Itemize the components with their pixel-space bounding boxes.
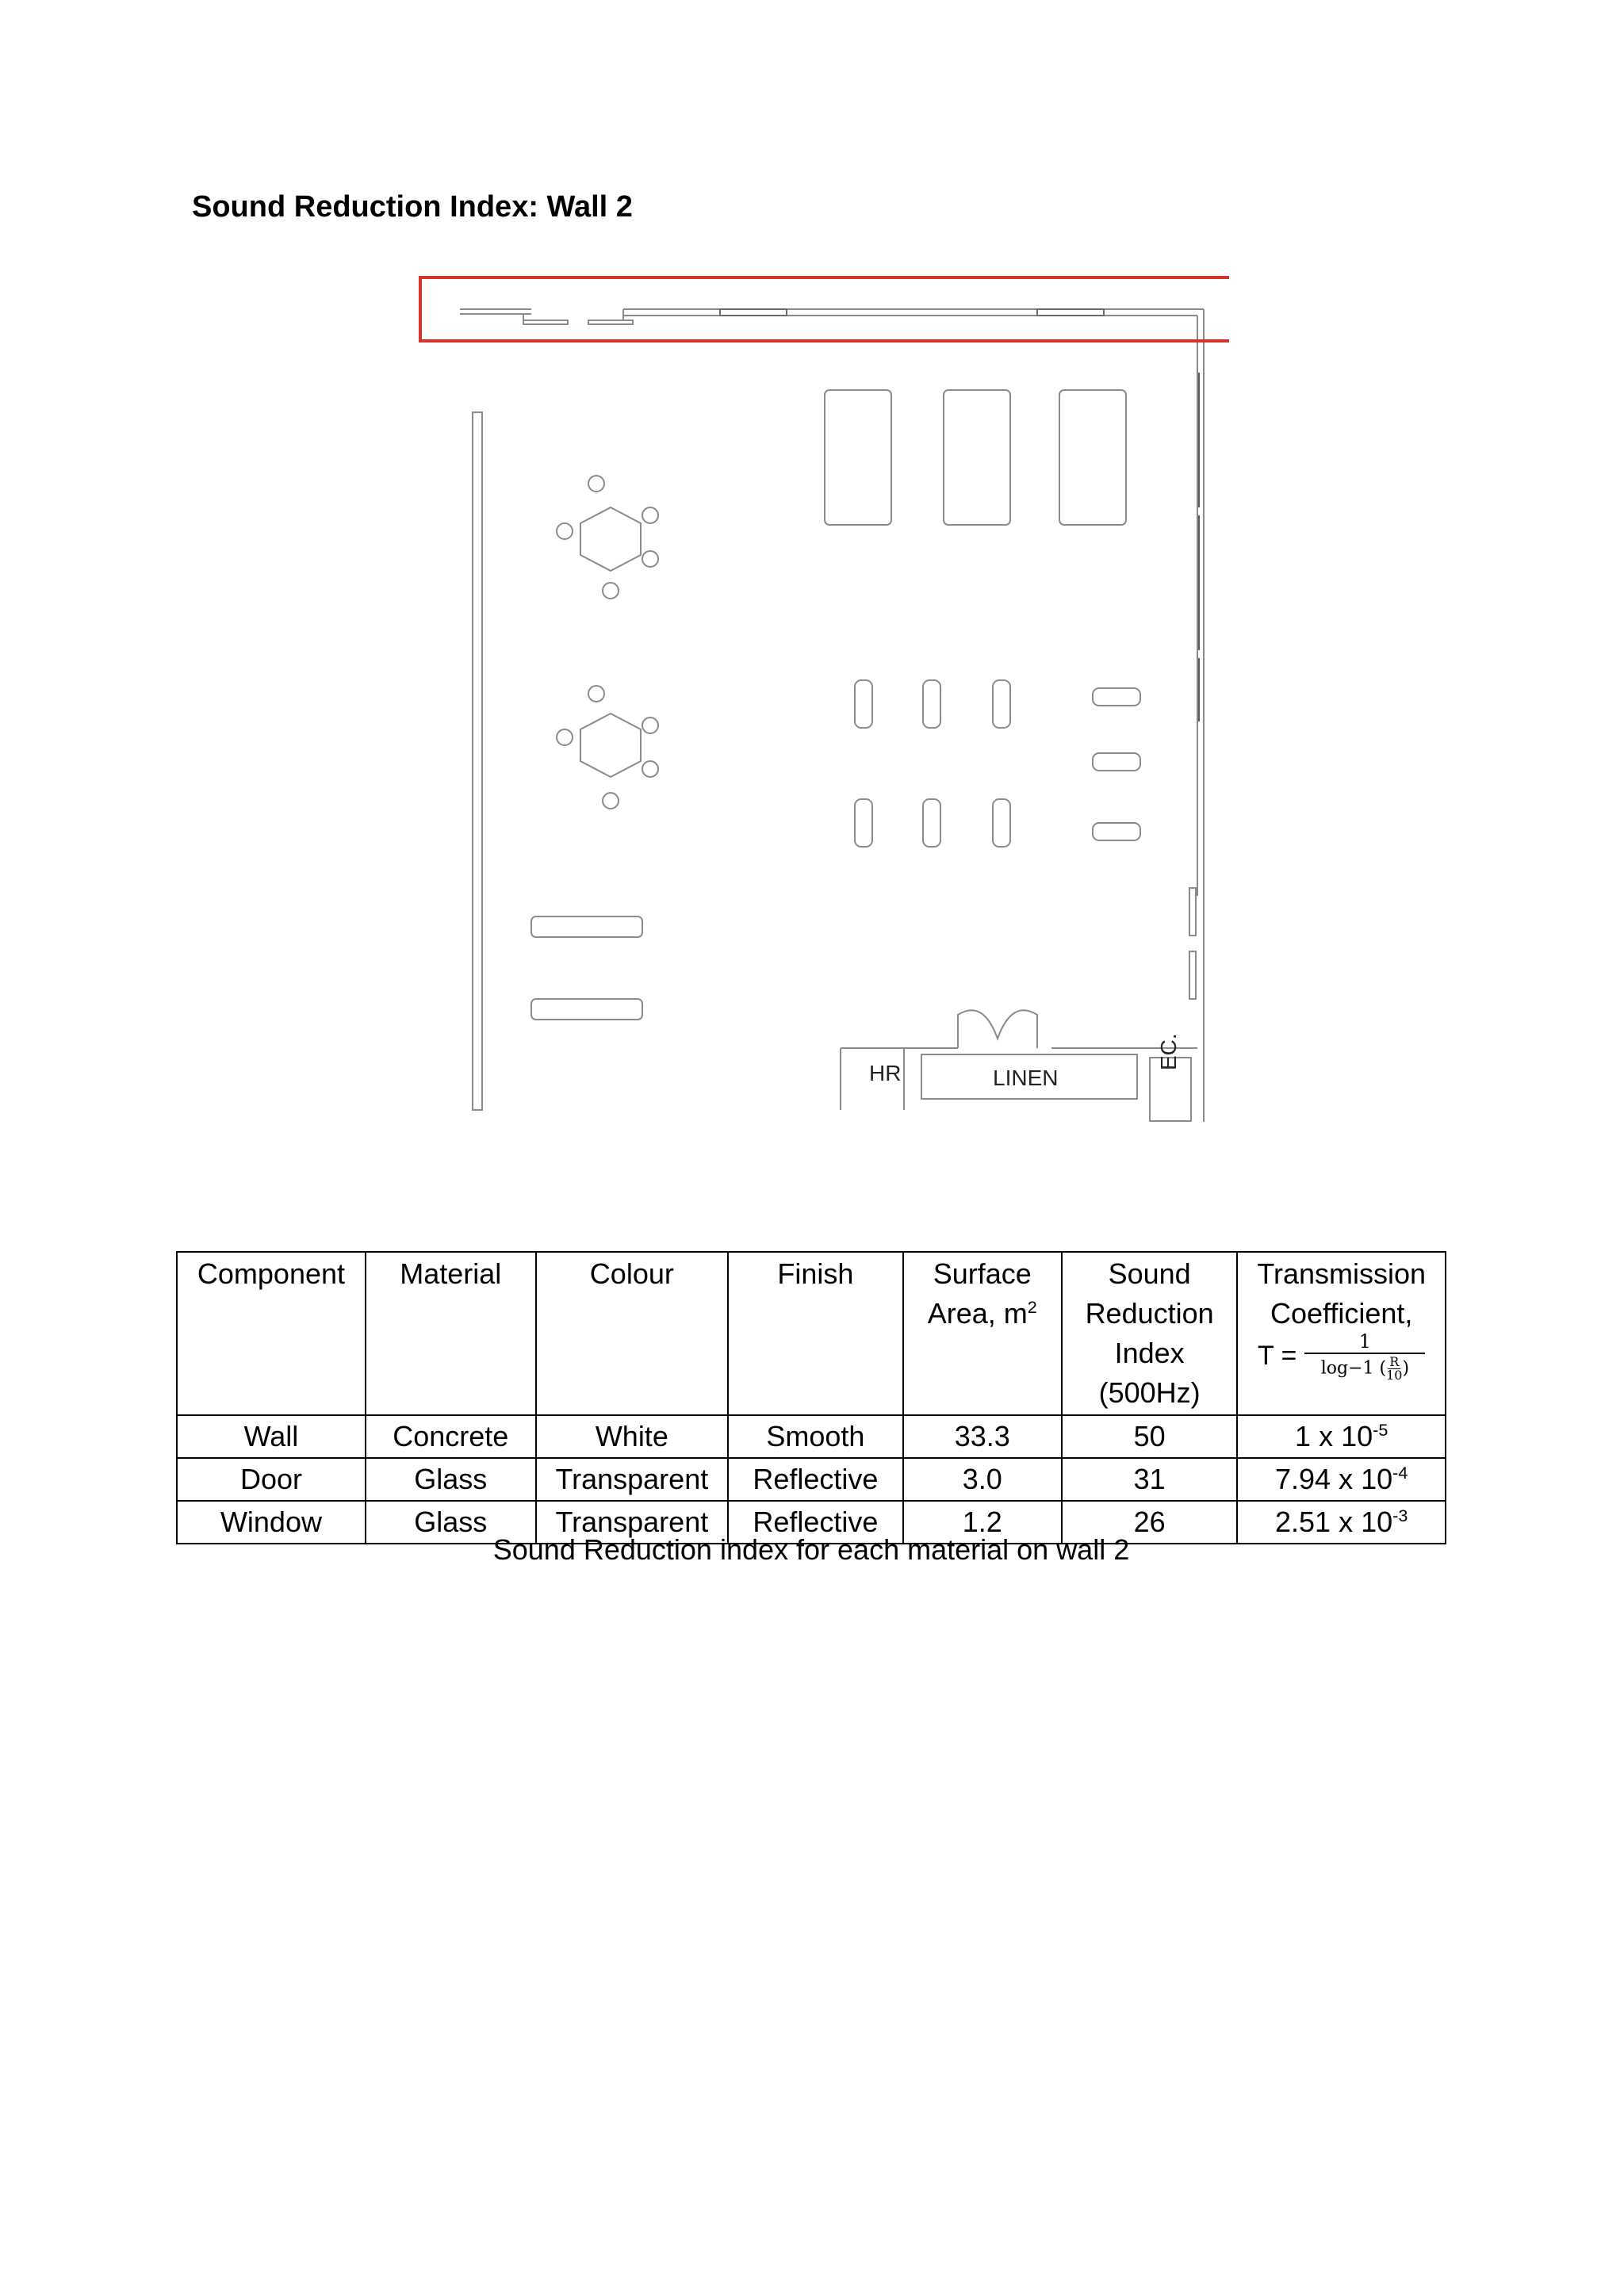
cell-material: Concrete [366, 1415, 536, 1458]
header-sri-line3: Index [1114, 1337, 1185, 1369]
header-finish: Finish [728, 1252, 903, 1415]
cell-area: 3.0 [903, 1458, 1062, 1501]
header-area-sup: 2 [1027, 1297, 1037, 1317]
table-header-row [177, 1252, 1446, 1415]
header-component: Component [177, 1252, 366, 1415]
formula-r: R [1389, 1354, 1400, 1369]
header-sri-line4: (500Hz) [1098, 1376, 1201, 1409]
header-tc-line1: Transmission [1257, 1257, 1427, 1290]
table-row [177, 1415, 1446, 1458]
cell-tc [1237, 1458, 1446, 1501]
cell-sri: 50 [1062, 1415, 1238, 1458]
formula-r-over-10 [1386, 1356, 1402, 1382]
cell-finish: Smooth [728, 1415, 903, 1458]
formula-prefix: T = [1257, 1341, 1297, 1371]
cell-sri: 31 [1062, 1458, 1238, 1501]
header-tc-line2: Coefficient, [1270, 1297, 1413, 1330]
header-sri-line1: Sound [1108, 1257, 1191, 1290]
header-surface-area [903, 1252, 1062, 1415]
floor-plan-drawing [389, 254, 1229, 1126]
header-colour: Colour [536, 1252, 729, 1415]
cell-component: Window [177, 1501, 366, 1544]
cell-material: Glass [366, 1501, 536, 1544]
floor-plan [389, 254, 1229, 1126]
page-title: Sound Reduction Index: Wall 2 [192, 190, 633, 224]
cell-finish: Reflective [728, 1501, 903, 1544]
room-label-elec: EC. [1156, 1033, 1181, 1070]
cell-component: Wall [177, 1415, 366, 1458]
cell-colour: Transparent [536, 1458, 729, 1501]
cell-area: 33.3 [903, 1415, 1062, 1458]
formula-denominator [1321, 1354, 1409, 1382]
cell-component: Door [177, 1458, 366, 1501]
cell-tc [1237, 1415, 1446, 1458]
formula-log-inverse: log−1 ( [1320, 1358, 1387, 1379]
cell-colour: Transparent [536, 1501, 729, 1544]
room-label-hr: HR [869, 1061, 902, 1085]
header-material: Material [366, 1252, 536, 1415]
header-area-line1: Surface [933, 1257, 1032, 1290]
cell-tc-exp: -5 [1373, 1420, 1388, 1440]
formula-ten: 10 [1386, 1368, 1403, 1383]
cell-area: 1.2 [903, 1501, 1062, 1544]
formula-fraction [1304, 1330, 1425, 1382]
room-label-linen: LINEN [993, 1066, 1059, 1090]
transmission-formula [1243, 1330, 1440, 1382]
cell-material: Glass [366, 1458, 536, 1501]
cell-tc-base: 2.51 x 10 [1275, 1506, 1393, 1538]
formula-numerator: 1 [1304, 1330, 1425, 1354]
table-caption: Sound Reduction index for each material on wall 2 [492, 1533, 1130, 1566]
header-sound-reduction-index [1062, 1252, 1238, 1415]
cell-tc-base: 1 x 10 [1295, 1420, 1373, 1452]
cell-tc-exp: -3 [1392, 1506, 1408, 1525]
table-row [177, 1458, 1446, 1501]
header-sri-line2: Reduction [1085, 1297, 1214, 1330]
cell-sri: 26 [1062, 1501, 1238, 1544]
header-area-line2 [909, 1294, 1056, 1334]
cell-colour: White [536, 1415, 729, 1458]
cell-tc-base: 7.94 x 10 [1275, 1463, 1393, 1495]
header-transmission-coefficient [1237, 1252, 1446, 1415]
header-area-unit: Area, m [927, 1297, 1028, 1330]
sound-reduction-table [176, 1251, 1446, 1544]
formula-close-paren: ) [1402, 1358, 1410, 1379]
cell-tc-exp: -4 [1392, 1463, 1408, 1483]
cell-finish: Reflective [728, 1458, 903, 1501]
